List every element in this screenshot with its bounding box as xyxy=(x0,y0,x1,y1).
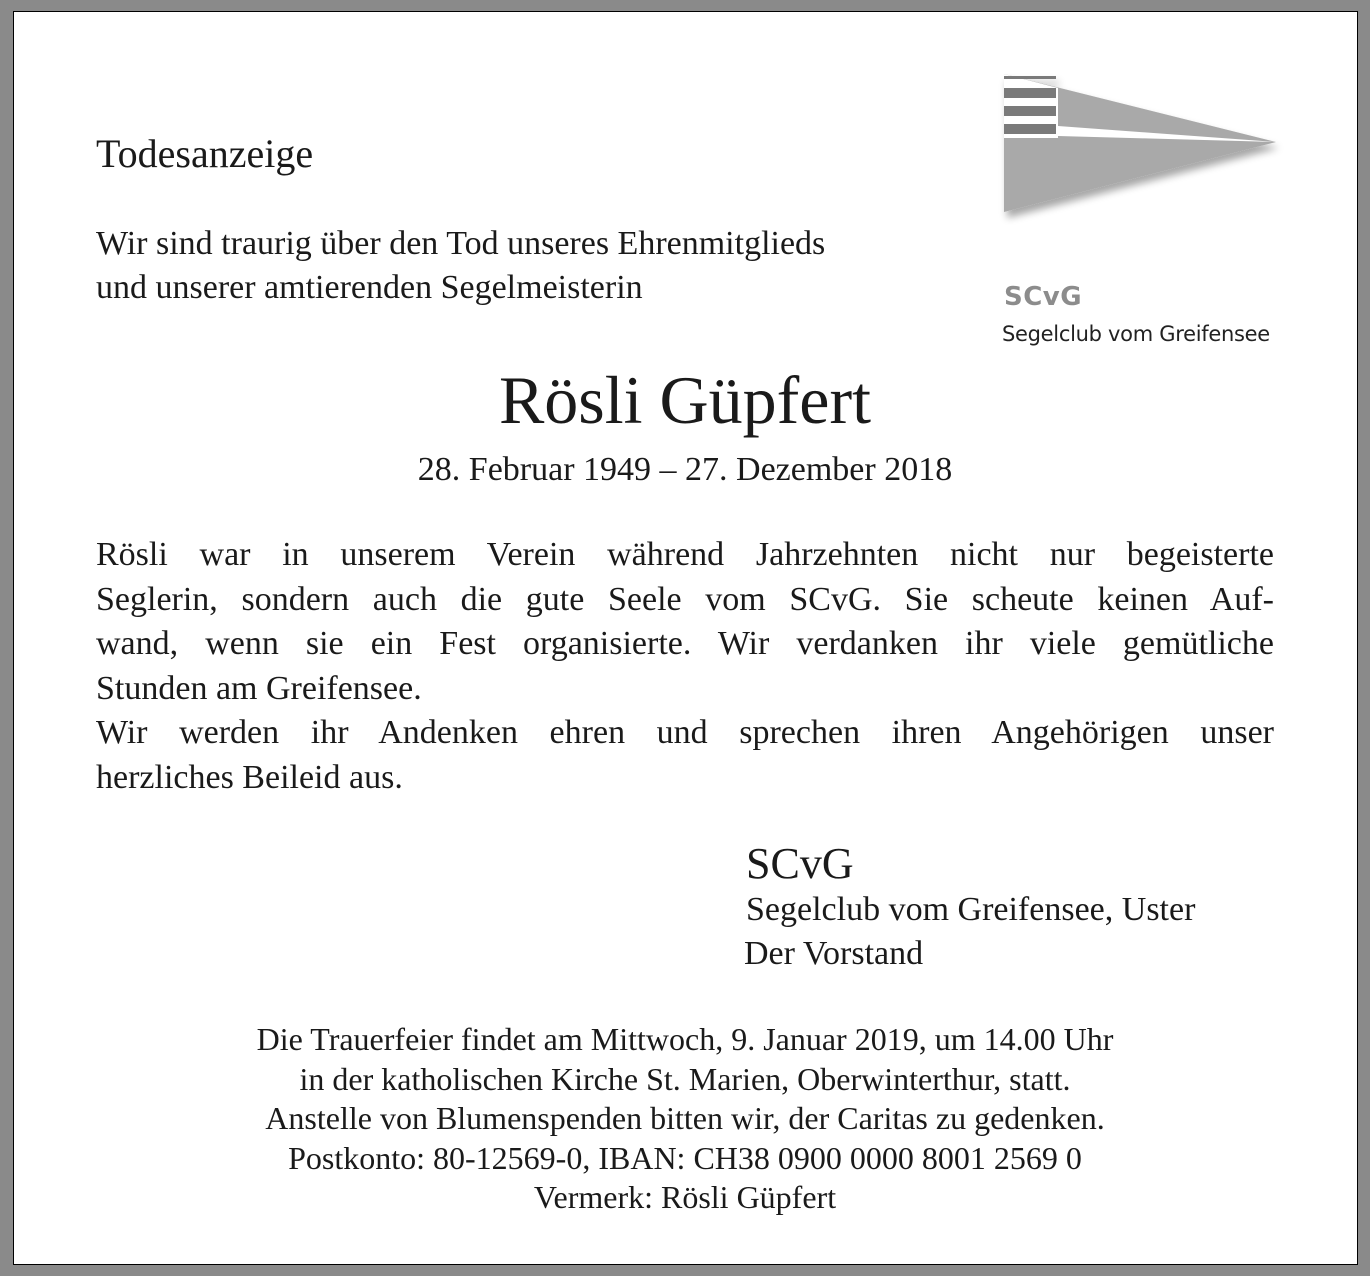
intro-text xyxy=(96,222,825,310)
tribute-line: wand, wenn sie ein Fest organisierte. Wir verdanken ihr viele gemütliche xyxy=(96,625,1274,662)
logo-club-name: Segelclub vom Greifensee xyxy=(1002,322,1270,346)
life-dates: 28. Februar 1949 – 27. Dezember 2018 xyxy=(417,451,953,488)
page-title: Todesanzeige xyxy=(96,131,314,176)
funeral-notice xyxy=(0,1020,1370,1218)
notice-line: in der katholischen Kirche St. Marien, Oberwinterthur, statt. xyxy=(299,1060,1071,1097)
tribute-line: Rösli war in unserem Verein während Jahrzehnten nicht nur begeisterte xyxy=(96,536,1274,573)
notice-line: Anstelle von Blumenspenden bitten wir, der Caritas zu gedenken. xyxy=(265,1100,1105,1136)
signature-board: Der Vorstand xyxy=(744,935,924,972)
tribute-line: Stunden am Greifensee. xyxy=(96,669,422,707)
tribute-text xyxy=(96,533,1274,800)
tribute-line: herzliches Beileid aus. xyxy=(96,758,403,796)
notice-line: Die Trauerfeier findet am Mittwoch, 9. Januar 2019, um 14.00 Uhr xyxy=(256,1021,1114,1057)
intro-line: Wir sind traurig über den Tod unseres Ehrenmitglieds xyxy=(96,225,826,262)
tribute-line: Wir werden ihr Andenken ehren und sprechen ihren Angehörigen unser xyxy=(96,714,1274,751)
notice-line: Postkonto: 80-12569-0, IBAN: CH38 0900 0000 8001 2569 0 xyxy=(288,1139,1082,1176)
intro-line: und unserer amtierenden Segelmeisterin xyxy=(96,269,643,306)
notice-line: Vermerk: Rösli Güpfert xyxy=(533,1179,837,1215)
signature-abbreviation: SCvG xyxy=(746,839,854,888)
tribute-line: Seglerin, sondern auch die gute Seele vom SCvG. Sie scheute keinen Auf- xyxy=(96,580,1274,618)
signature-club: Segelclub vom Greifensee, Uster xyxy=(746,891,1196,928)
logo-abbreviation: SCvG xyxy=(1004,282,1083,312)
pennant-flag-icon xyxy=(998,70,1288,360)
deceased-name: Rösli Güpfert xyxy=(498,362,872,438)
